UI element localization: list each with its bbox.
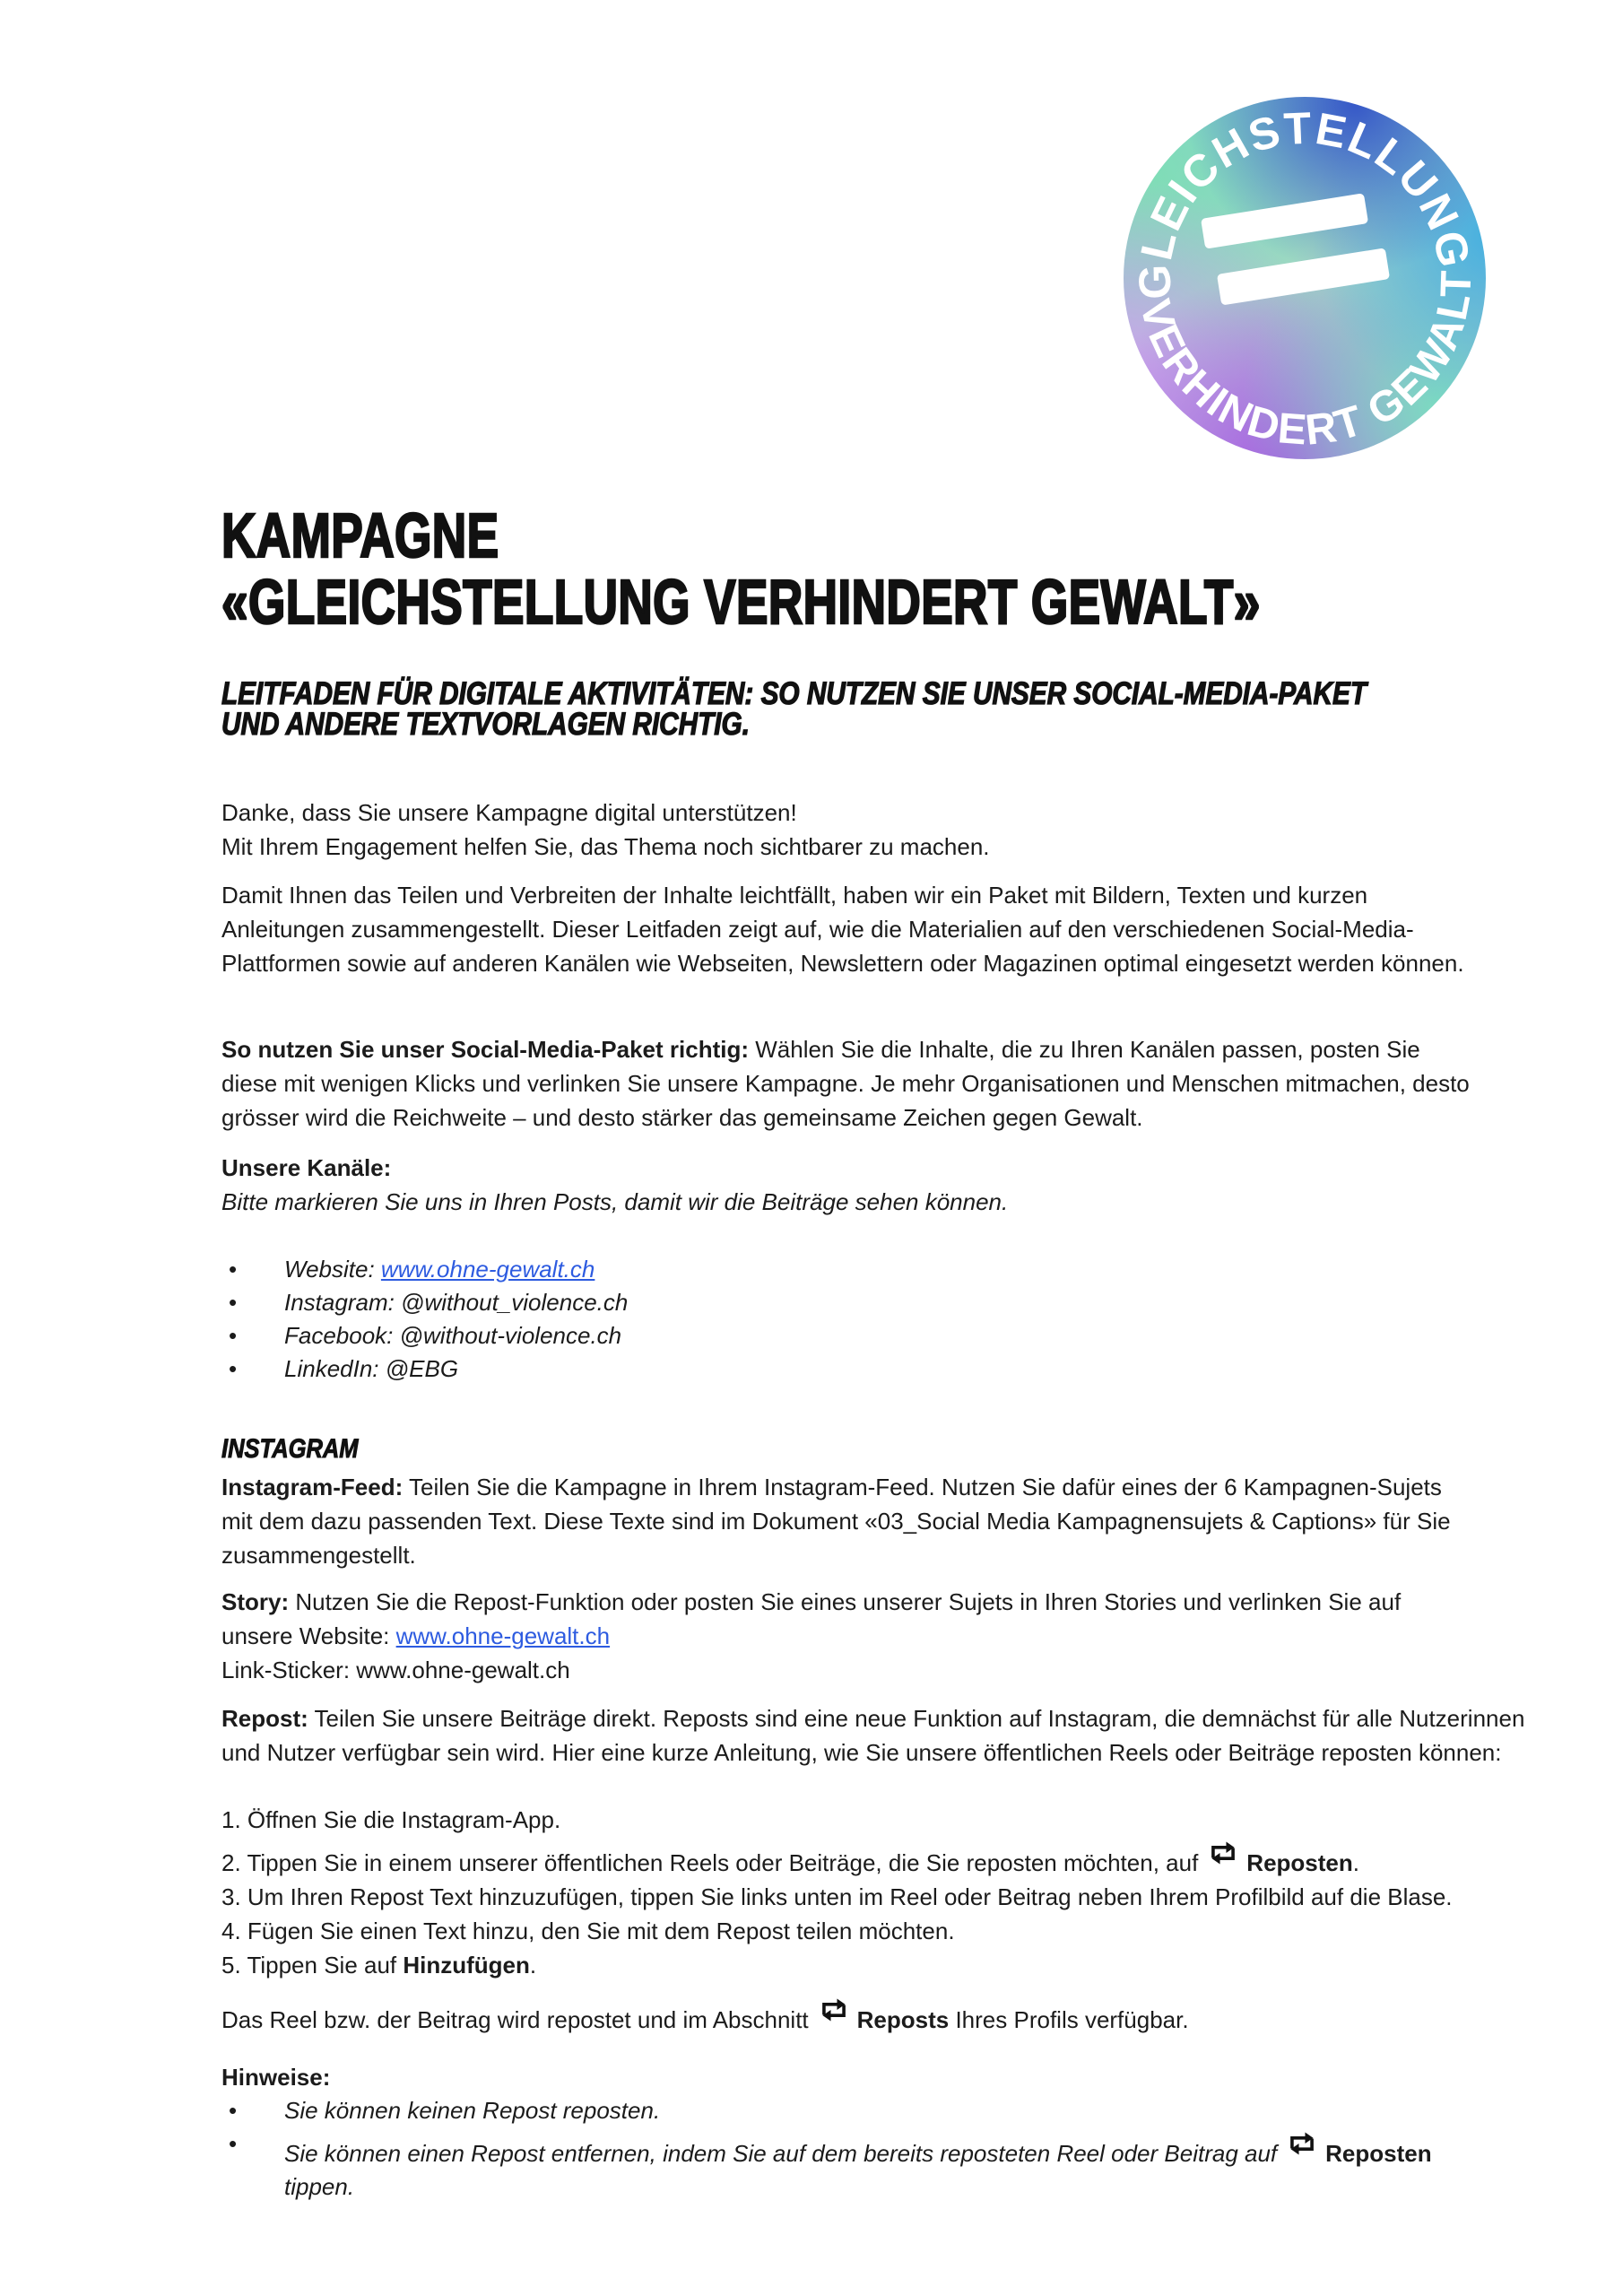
step-4: 4. Fügen Sie einen Text hinzu, den Sie mit dem Repost teilen möchten. xyxy=(221,1918,955,1944)
section-heading-instagram: INSTAGRAM xyxy=(221,1434,359,1464)
paragraph-story xyxy=(221,1585,1477,1687)
bullet-icon: • xyxy=(229,1256,238,1283)
repost-icon xyxy=(818,1994,850,2026)
repost-icon xyxy=(1207,1837,1239,1869)
bullet-icon: • xyxy=(229,2097,238,2124)
paragraph-repost xyxy=(221,1701,1549,1770)
website-link[interactable]: www.ohne-gewalt.ch xyxy=(380,1256,595,1283)
usage-lead: So nutzen Sie unser Social-Media-Paket richtig: xyxy=(221,1036,750,1063)
thanks-line-1: Danke, dass Sie unsere Kampagne digital unterstützen! xyxy=(221,799,797,826)
usage-text: Wählen Sie die Inhalte, die zu Ihren Kanälen passen, posten Sie diese mit wenigen Klicks und verlinken Sie unsere Kampagne. Je mehr Organisationen und Menschen mitmachen, desto grösser wird die Reichweite – und desto stärker das gemeinsame Zeichen gegen Gewalt. xyxy=(221,1036,1470,1131)
link-sticker-line: Link-Sticker: www.ohne-gewalt.ch xyxy=(221,1657,570,1683)
repost-steps-list xyxy=(221,1803,1549,1982)
repost-lead: Repost: xyxy=(221,1705,308,1732)
bullet-icon: • xyxy=(229,2130,238,2157)
note-item-2: • Sie können einen Repost entfernen, indem Sie auf dem bereits reposteten Reel oder Beitrag auf Reposten xyxy=(221,2127,1549,2170)
story-lead: Story: xyxy=(221,1588,290,1615)
story-text: Nutzen Sie die Repost-Funktion oder posten Sie eines unserer Sujets in Ihren Stories und verlinken Sie auf unsere Website: xyxy=(221,1588,1402,1649)
list-item-instagram xyxy=(221,1286,1477,1319)
thanks-line-2: Mit Ihrem Engagement helfen Sie, das Thema noch sichtbarer zu machen. xyxy=(221,833,990,860)
title-line-1: KAMPAGNE xyxy=(221,500,499,570)
campaign-logo xyxy=(1124,97,1486,459)
logo-graphic xyxy=(1124,97,1486,459)
step-2: 2. Tippen Sie in einem unserer öffentlichen Reels oder Beiträge, die Sie reposten möchten, auf Reposten. xyxy=(221,1837,1549,1880)
step-5: 5. Tippen Sie auf Hinzufügen. xyxy=(221,1952,537,1979)
repost-result-line: Das Reel bzw. der Beitrag wird repostet und im Abschnitt Reposts Ihres Profils verfügbar. xyxy=(221,1994,1549,2037)
channels-heading: Unsere Kanäle: xyxy=(221,1154,392,1181)
repost-text: Teilen Sie unsere Beiträge direkt. Reposts sind eine neue Funktion auf Instagram, die demnächst für alle Nutzerinnen und Nutzer verfügbar sein wird. Hier eine kurze Anleitung, wie Sie unsere öffentlichen Reels oder Beiträge reposten können: xyxy=(221,1705,1525,1766)
page-title xyxy=(221,502,1477,635)
feed-text: Teilen Sie die Kampagne in Ihrem Instagram-Feed. Nutzen Sie dafür eines der 6 Kampagnen-Sujets mit dem dazu passenden Text. Diese Texte sind im Dokument «03_Social Media Kampagnensujets & Captions» für Sie zusammengestellt. xyxy=(221,1474,1451,1569)
subtitle-line-2: UND ANDERE TEXTVORLAGEN RICHTIG. xyxy=(221,707,750,742)
page-subtitle xyxy=(221,676,1477,742)
note-item-1: • Sie können keinen Repost reposten. xyxy=(221,2094,1549,2127)
story-website-link[interactable]: www.ohne-gewalt.ch xyxy=(395,1622,611,1649)
bullet-icon: • xyxy=(229,1355,238,1382)
title-line-2: «GLEICHSTELLUNG VERHINDERT GEWALT» xyxy=(221,567,1261,637)
paragraph-feed xyxy=(221,1470,1477,1572)
logo-arc-top-text: GLEICHSTELLUNG xyxy=(1129,102,1480,300)
notes-list xyxy=(221,2094,1549,2204)
bullet-icon: • xyxy=(229,1322,238,1349)
website-label: Website: xyxy=(284,1256,381,1283)
equals-sign-icon xyxy=(1201,191,1390,307)
facebook-handle: Facebook: @without-violence.ch xyxy=(284,1322,622,1349)
logo-arc-bottom-text: VERHINDERT GEWALT xyxy=(1130,268,1481,455)
list-item-website xyxy=(221,1253,1477,1286)
channels-header xyxy=(221,1151,1477,1219)
step-3: 3. Um Ihren Repost Text hinzuzufügen, tippen Sie links unten im Reel oder Beitrag neben Ihrem Profilbild auf die Blase. xyxy=(221,1883,1453,1910)
notes-heading: Hinweise: xyxy=(221,2064,331,2091)
repost-icon xyxy=(1286,2127,1318,2160)
feed-lead: Instagram-Feed: xyxy=(221,1474,404,1500)
channels-note: Bitte markieren Sie uns in Ihren Posts, damit wir die Beiträge sehen können. xyxy=(221,1188,1009,1215)
step-1: 1. Öffnen Sie die Instagram-App. xyxy=(221,1806,561,1833)
bullet-icon: • xyxy=(229,1289,238,1316)
subtitle-line-1: LEITFADEN FÜR DIGITALE AKTIVITÄTEN: SO NUTZEN SIE UNSER SOCIAL-MEDIA-PAKET xyxy=(221,676,1367,711)
list-item-linkedin xyxy=(221,1352,1477,1386)
list-item-facebook xyxy=(221,1319,1477,1352)
note-item-2-line-2: tippen. xyxy=(284,2173,355,2200)
linkedin-handle: LinkedIn: @EBG xyxy=(284,1355,459,1382)
channels-list xyxy=(221,1253,1477,1386)
paragraph-usage xyxy=(221,1032,1477,1135)
paragraph-thanks xyxy=(221,796,1477,864)
instagram-handle: Instagram: @without_violence.ch xyxy=(284,1289,629,1316)
paragraph-package: Damit Ihnen das Teilen und Verbreiten der Inhalte leichtfällt, haben wir ein Paket mit Bildern, Texten und kurzen Anleitungen zusammengestellt. Dieser Leitfaden zeigt auf, wie die Materialien auf den verschiedenen Social-Media-Plattformen sowie auf anderen Kanälen wie Webseiten, Newslettern oder Magazinen optimal eingesetzt werden können. xyxy=(221,882,1464,977)
